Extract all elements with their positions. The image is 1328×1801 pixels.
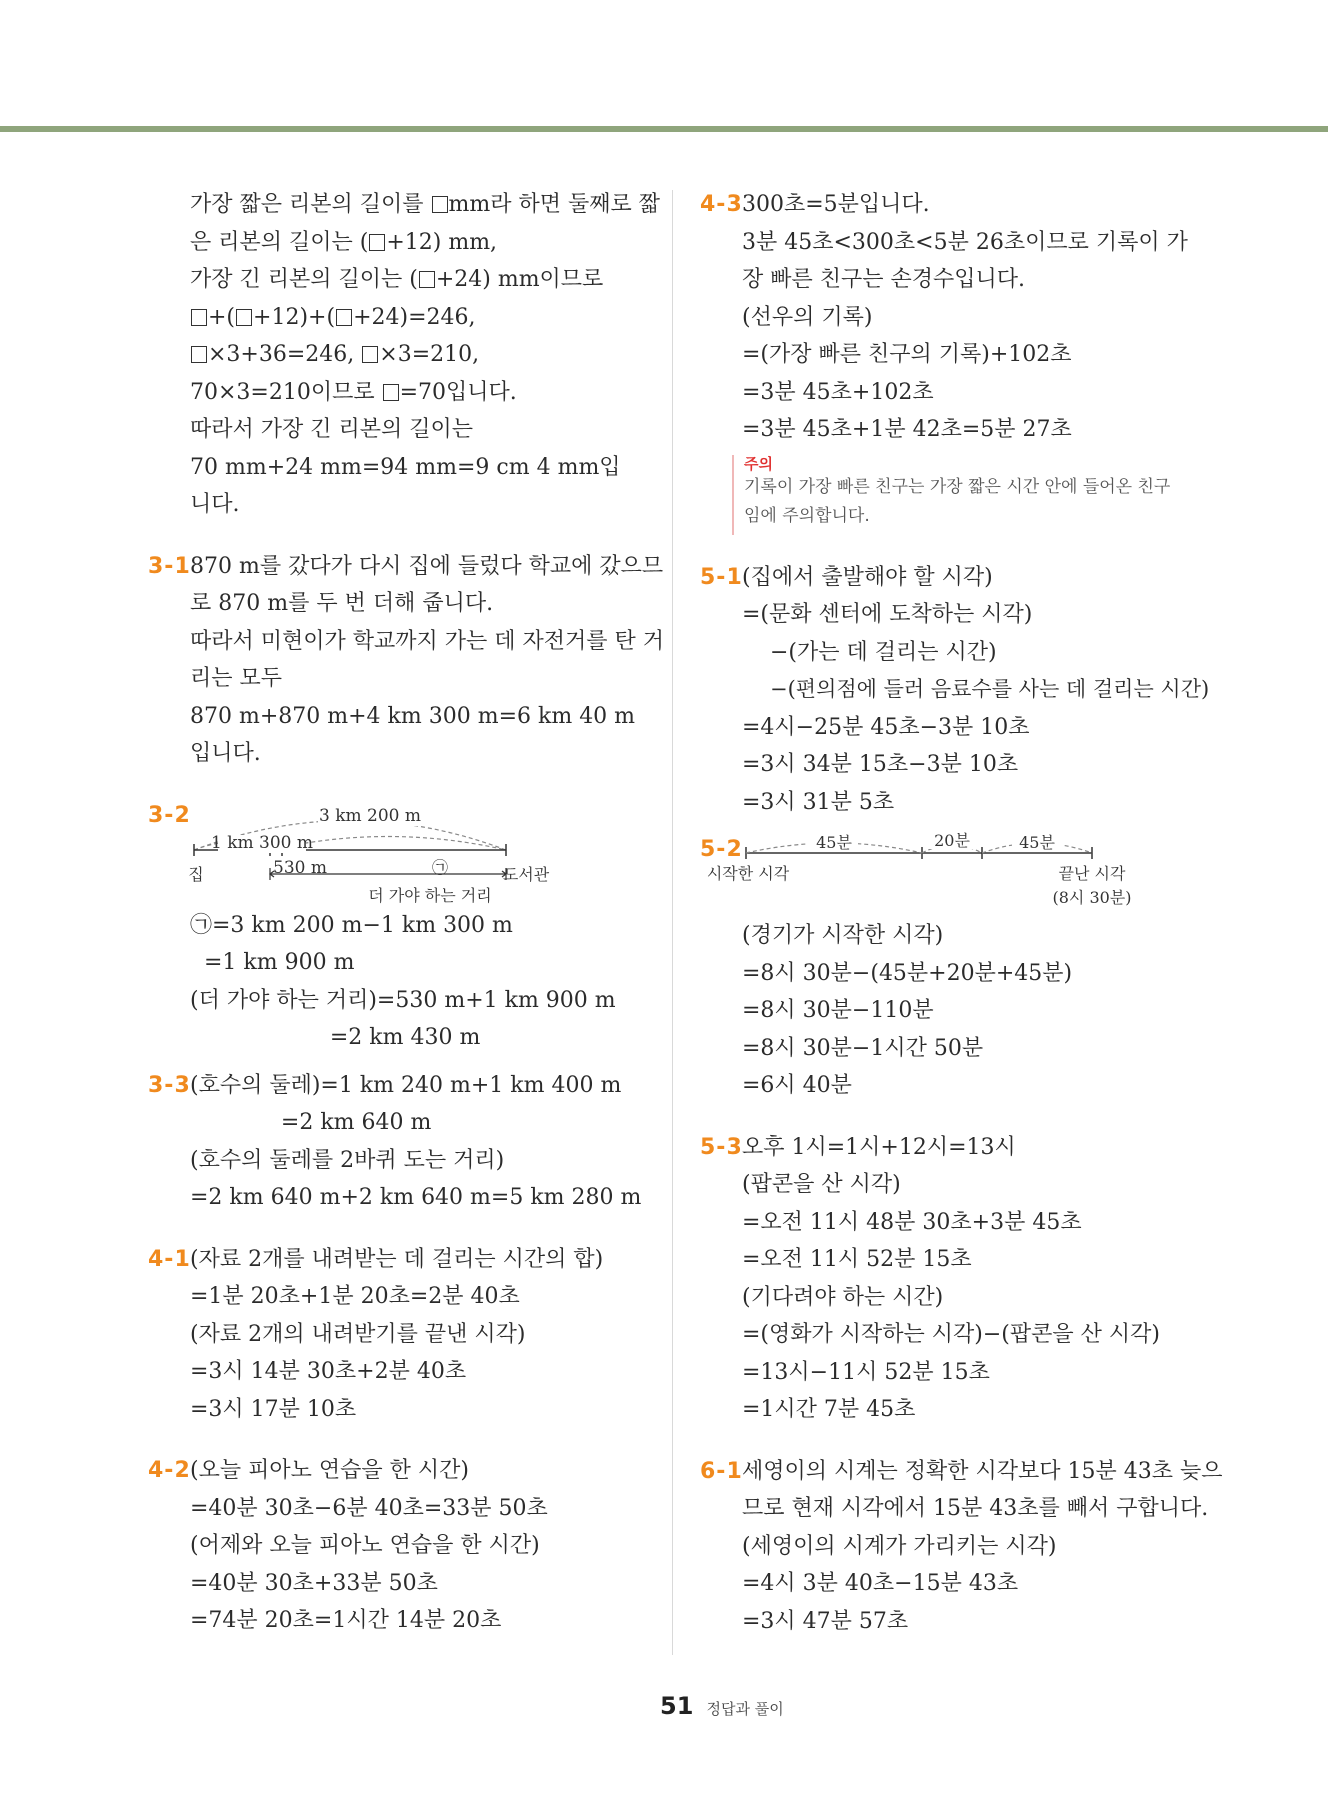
text-line: (오늘 피아노 연습을 한 시간)	[190, 1458, 469, 1483]
problem-5-1	[700, 559, 1210, 822]
text-line: −(가는 데 걸리는 시간)	[770, 639, 997, 665]
text-line: 장 빠른 친구는 손경수입니다.	[742, 267, 1025, 292]
note-line: 임에 주의합니다.	[744, 505, 870, 526]
blank-box	[383, 384, 399, 401]
text-line: =3분 45초+102초	[742, 379, 934, 405]
text-line: 가장 긴 리본의 길이는 ( +24) mm이므로	[190, 267, 604, 292]
text-line: (자료 2개의 내려받기를 끝낸 시각)	[190, 1321, 526, 1347]
blank-box	[419, 271, 435, 288]
text-line: =8시 30분−110분	[742, 998, 934, 1023]
text-line: (세영이의 시계가 가리키는 시각)	[742, 1533, 1057, 1559]
text-line: 로 870 m를 두 번 더해 줍니다.	[190, 591, 494, 616]
distance-diagram	[190, 797, 590, 907]
problem-number: 3-1	[148, 553, 191, 579]
text-line: (호수의 둘레)=1 km 240 m+1 km 400 m	[190, 1072, 622, 1098]
problem-number: 5-2	[700, 837, 743, 862]
intro-solution	[148, 186, 660, 524]
text-line: =8시 30분−(45분+20분+45분)	[742, 960, 1073, 986]
problem-number: 3-3	[148, 1072, 191, 1098]
text-line: 은 리본의 길이는 ( +12) mm,	[190, 229, 498, 255]
text-line: =(문화 센터에 도착하는 시각)	[742, 602, 1033, 627]
text-line: =(가장 빠른 친구의 기록)+102초	[742, 342, 1072, 367]
text-line: ㉠=3 km 200 m−1 km 300 m	[190, 912, 513, 938]
text-line: =6시 40분	[742, 1073, 852, 1098]
blank-box	[191, 309, 207, 326]
caution-label: 주의	[744, 454, 773, 473]
text-line: =3분 45초+1분 42초=5분 27초	[742, 417, 1072, 442]
home-label: 집	[188, 864, 204, 884]
problem-number: 5-3	[700, 1134, 743, 1160]
column-divider	[672, 190, 673, 1655]
text-line: 입니다.	[190, 741, 261, 766]
blank-box	[336, 309, 352, 326]
text-line: =3시 47분 57초	[742, 1608, 909, 1634]
text-line: 3분 45초<300초<5분 26초이므로 기록이 가	[742, 229, 1188, 255]
left-column	[148, 186, 664, 1640]
start-time-label: 시작한 시각	[706, 864, 790, 883]
problem-3-1	[148, 548, 664, 773]
total-distance-label: 3 km 200 m	[318, 805, 422, 826]
text-line: =3시 14분 30초+2분 40초	[190, 1359, 467, 1384]
text-line: 870 m를 갔다가 다시 집에 들렀다 학교에 갔으므	[190, 553, 664, 579]
seg2-label: 20분	[934, 831, 970, 850]
text-line: =74분 20초=1시간 14분 20초	[190, 1608, 502, 1633]
problem-number: 4-3	[700, 192, 743, 217]
second-distance-label: 530 m	[273, 857, 327, 878]
problem-5-3	[700, 1129, 1205, 1429]
text-line: (팝콘을 산 시각)	[742, 1172, 901, 1197]
text-line: ×3+36=246, ×3=210,	[190, 336, 648, 374]
time-diagram	[700, 831, 1132, 917]
text-line: −(편의점에 들러 음료수를 사는 데 걸리는 시간)	[770, 677, 1210, 701]
seg3-label: 45분	[1019, 833, 1055, 852]
text-line: 리는 모두	[190, 666, 283, 691]
text-line: 따라서 미현이가 학교까지 가는 데 자전거를 탄 거	[190, 628, 664, 654]
problem-number: 4-1	[148, 1246, 191, 1272]
header-bar	[0, 126, 1328, 132]
text-line: (어제와 오늘 피아노 연습을 한 시간)	[190, 1533, 540, 1558]
text-line: 70×3=210이므로 =70입니다.	[190, 379, 517, 405]
problem-3-3	[148, 1067, 648, 1217]
blank-box	[362, 346, 378, 363]
text-line: (선우의 기록)	[742, 304, 873, 330]
blank-box	[432, 196, 448, 213]
right-column	[700, 186, 1223, 1640]
caution-note	[732, 455, 1205, 535]
text-line: =3시 17분 10초	[190, 1396, 357, 1422]
unknown-label: ㉠	[431, 857, 449, 877]
text-line: =(영화가 시작하는 시각)−(팝콘을 산 시각)	[742, 1322, 1160, 1347]
problem-number: 3-2	[148, 802, 191, 828]
text-line: =4시−25분 45초−3분 10초	[742, 714, 1030, 740]
text-line: =1분 20초+1분 20초=2분 40초	[190, 1284, 520, 1309]
text-line: =2 km 430 m	[190, 1025, 481, 1050]
end-time-value: (8시 30분)	[1052, 888, 1132, 907]
seg1-label: 45분	[816, 833, 852, 852]
text-line: (경기가 시작한 시각)	[742, 923, 944, 948]
footer-title: 정답과 풀이	[706, 1700, 784, 1718]
problem-number: 4-2	[148, 1458, 191, 1483]
problem-6-1	[700, 1453, 1223, 1641]
note-line: 기록이 가장 빠른 친구는 가장 짧은 시간 안에 들어온 친구	[744, 476, 1171, 497]
page-number: 51	[660, 1692, 694, 1720]
library-label: 도서관	[502, 864, 550, 884]
problem-number: 6-1	[700, 1458, 743, 1484]
end-time-label: 끝난 시각	[1058, 864, 1126, 883]
text-line: =2 km 640 m	[190, 1110, 432, 1135]
text-line: 가장 짧은 리본의 길이를 mm라 하면 둘째로 짧	[190, 192, 660, 217]
text-line: 70 mm+24 mm=94 mm=9 cm 4 mm입	[190, 454, 621, 480]
text-line: 니다.	[190, 492, 240, 517]
problem-number: 5-1	[700, 564, 743, 590]
text-line: (기다려야 하는 시간)	[742, 1284, 944, 1310]
text-line: =40분 30초+33분 50초	[190, 1570, 438, 1596]
text-line: 오후 1시=1시+12시=13시	[742, 1134, 1016, 1160]
text-line: =3시 34분 15초−3분 10초	[742, 752, 1019, 777]
problem-3-2	[148, 797, 648, 1057]
text-line: (집에서 출발해야 할 시각)	[742, 564, 993, 590]
problem-4-2	[148, 1452, 648, 1640]
text-line: (더 가야 하는 거리)=530 m+1 km 900 m	[190, 987, 616, 1013]
text-line: +( +12)+( +24)=246,	[190, 299, 648, 337]
text-line: (호수의 둘레를 2바퀴 도는 거리)	[190, 1147, 505, 1173]
remain-distance-label: 더 가야 하는 거리	[368, 885, 492, 905]
text-line: (자료 2개를 내려받는 데 걸리는 시간의 합)	[190, 1246, 604, 1272]
text-line: =오전 11시 48분 30초+3분 45초	[742, 1209, 1082, 1235]
text-line: =8시 30분−1시간 50분	[742, 1035, 984, 1061]
text-line: 므로 현재 시각에서 15분 43초를 빼서 구합니다.	[742, 1496, 1209, 1521]
text-line: 870 m+870 m+4 km 300 m=6 km 40 m	[190, 703, 636, 729]
text-line: =40분 30초−6분 40초=33분 50초	[190, 1495, 548, 1521]
text-line: 세영이의 시계는 정확한 시각보다 15분 43초 늦으	[742, 1458, 1223, 1484]
problem-5-2	[700, 831, 1205, 1105]
text-line: =2 km 640 m+2 km 640 m=5 km 280 m	[190, 1185, 642, 1210]
text-line: =4시 3분 40초−15분 43초	[742, 1571, 1019, 1596]
problem-4-1	[148, 1241, 648, 1429]
text-line: =1 km 900 m	[190, 950, 355, 975]
text-line: =13시−11시 52분 15초	[742, 1359, 990, 1385]
page-footer	[660, 1692, 784, 1720]
problem-4-3	[700, 186, 1205, 535]
blank-box	[369, 234, 385, 251]
text-line: 300초=5분입니다.	[742, 192, 930, 217]
text-line: 따라서 가장 긴 리본의 길이는	[190, 417, 473, 442]
first-distance-label: 1 km 300 m	[210, 832, 314, 853]
blank-box	[191, 346, 207, 363]
text-line: =1시간 7분 45초	[742, 1397, 916, 1422]
text-line: =3시 31분 5초	[742, 789, 895, 815]
blank-box	[236, 309, 252, 326]
text-line: =오전 11시 52분 15초	[742, 1247, 972, 1272]
